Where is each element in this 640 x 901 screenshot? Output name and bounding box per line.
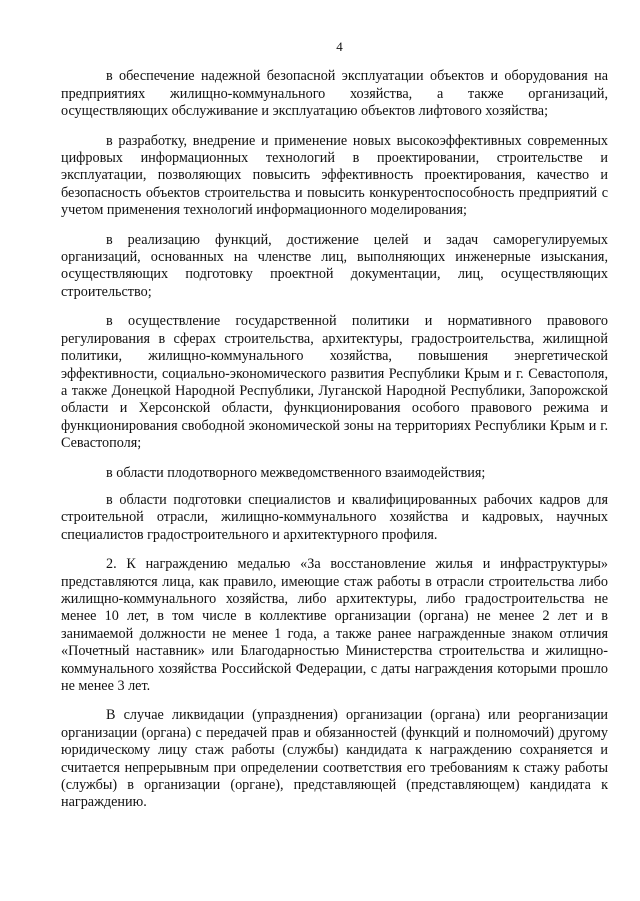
page-number: 4: [336, 39, 343, 54]
paragraph-interagency-cooperation: в области плодотворного межведомственного взаимодействия;: [106, 464, 486, 481]
paragraph-specialist-training: в области подготовки специалистов и квалифицированных рабочих кадров для строительной отрасли, жилищно-коммунального хозяйства и кадровых, научных специалистов градостроительного и архитектурного профиля.: [61, 491, 608, 543]
paragraph-digital-technologies: в разработку, внедрение и применение новых высокоэффективных современных цифровых информационных технологий в проектировании, строительстве и эксплуатации, позволяющих повысить эффективность проектирования, качество и безопасность объектов строительства и повысить конкурентоспособность предприятий с учетом применения технологий информационного моделирования;: [61, 132, 608, 219]
paragraph-reorganization-tenure: В случае ликвидации (упразднения) организации (органа) или реорганизации организации (органа) с передачей прав и обязанностей (функций и полномочий) другому юридическому лицу стаж работы (службы) кандидата к награждению сохраняется и считается непрерывным при определении соответствия его требованиям к стажу работы (службы) в организации (органе), представляющей (представляющем) кандидата к награждению.: [61, 707, 608, 811]
paragraph-state-policy: в осуществление государственной политики и нормативного правового регулирования в сферах строительства, архитектуры, градостроительства, жилищной политики, жилищно-коммунального хозяйства, повышения энергетической эффективности, социально-экономического развития Республики Крым и г. Севастополя, а также Донецкой Народной Республики, Луганской Народной Республики, Запорожской области и Херсонской области, функционирования особого правового режима и функционирования свободной экономической зоны на территориях Республики Крым и г. Севастополя;: [61, 313, 608, 452]
paragraph-award-criteria: 2. К награждению медалью «За восстановление жилья и инфраструктуры» представляются лица, как правило, имеющие стаж работы в отрасли строительства либо жилищно-коммунального хозяйства, либо архитектуры, либо градостроительства не менее 10 лет, в том числе в коллективе организации (органа) не менее 2 лет и в занимаемой должности не менее 1 года, а также ранее награжденные знаком отличия «Почетный наставник» или Благодарностью Министерства строительства и жилищно-коммунального хозяйства Российской Федерации, с даты награждения которыми прошло не менее 3 лет.: [61, 556, 608, 694]
paragraph-self-regulating-orgs: в реализацию функций, достижение целей и задач саморегулируемых организаций, основанных на членстве лиц, выполняющих инженерные изыскания, осуществляющих подготовку проектной документации, лиц, осуществляющих строительство;: [61, 231, 608, 300]
paragraph-elevator-safety: в обеспечение надежной безопасной эксплуатации объектов и оборудования на предприятиях жилищно-коммунального хозяйства, а также организаций, осуществляющих обслуживание и эксплуатацию объектов лифтового хозяйства;: [61, 68, 608, 120]
